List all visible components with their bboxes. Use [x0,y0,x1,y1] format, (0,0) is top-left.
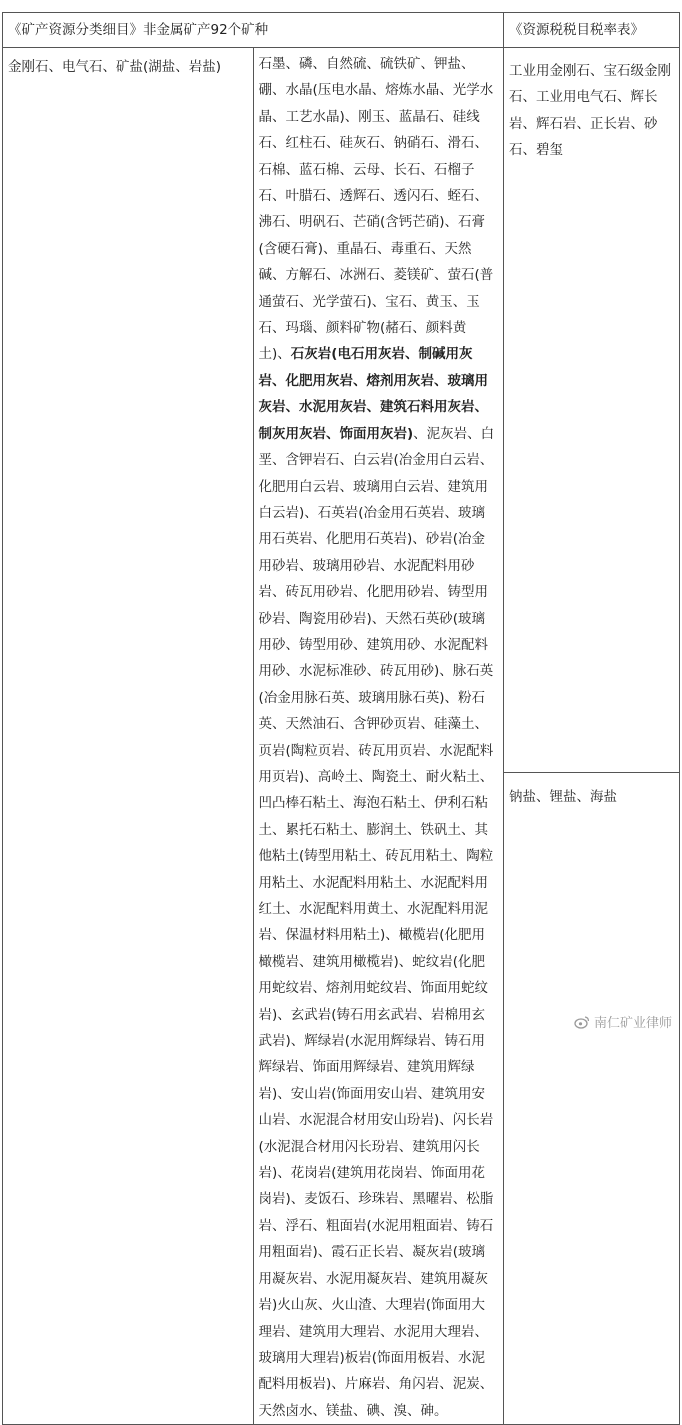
watermark-text: 南仁矿业律师 [593,1016,672,1031]
watermark [574,1012,672,1031]
table-header-row [3,13,680,48]
header-tax-rate-table: 《资源税税目税率表》 [504,13,680,48]
minerals-text-part2: 、泥灰岩、白垩、含钾岩石、白云岩(冶金用白云岩、化肥用白云岩、玻璃用白云岩、建筑用白云岩)、石英岩(冶金用石英岩、玻璃用石英岩、化肥用石英岩)、砂岩(冶金用砂岩、玻璃用砂岩、水泥配料用砂岩、砖瓦用砂岩、化肥用砂岩、铸型用砂岩、陶瓷用砂岩)、天然石英砂(玻璃用砂、铸型用砂、建筑用砂、水泥配料用砂、水泥标准砂、砖瓦用砂)、脉石英(冶金用脉石英、玻璃用脉石英)、粉石英、天然油石、含钾砂页岩、硅藻土、页岩(陶粒页岩、砖瓦用页岩、水泥配料用页岩)、高岭土、陶瓷土、耐火粘土、凹凸棒石粘土、海泡石粘土、伊利石粘土、累托石粘土、膨润土、铁矾土、其他粘土(铸型用粘土、砖瓦用粘土、陶粒用粘土、水泥配料用粘土、水泥配料用红土、水泥配料用黄土、水泥配料用泥岩、保温材料用粘土)、橄榄岩(化肥用橄榄岩、建筑用橄榄岩)、蛇纹岩(化肥用蛇纹岩、熔剂用蛇纹岩、饰面用蛇纹岩)、玄武岩(铸石用玄武岩、岩棉用玄武岩)、辉绿岩(水泥用辉绿岩、铸石用辉绿岩、饰面用辉绿岩、建筑用辉绿岩)、安山岩(饰面用安山岩、建筑用安山岩、水泥混合材用安山玢岩)、闪长岩(水泥混合材用闪长玢岩、建筑用闪长岩)、花岗岩(建筑用花岗岩、饰面用花岗岩)、麦饭石、珍珠岩、黑曜岩、松脂岩、浮石、粗面岩(水泥用粗面岩、铸石用粗面岩)、霞石正长岩、凝灰岩(玻璃用凝灰岩、水泥用凝灰岩、建筑用凝灰岩)火山灰、火山渣、大理岩(饰面用大理岩、建筑用大理岩、水泥用大理岩、玻璃用大理岩)板岩(饰面用板岩、水泥配料用板岩)、片麻岩、角闪岩、泥炭、天然卤水、镁盐、碘、溴、砷。 [258,425,495,1419]
tax-items-cell [504,48,680,1425]
tax-items-top: 工业用金刚石、宝石级金刚石、工业用电气石、辉长岩、辉石岩、正长岩、砂石、碧玺 [509,63,671,159]
tax-items-bottom: 钠盐、锂盐、海盐 [509,789,617,805]
minerals-cell [253,48,504,1425]
minerals-text-part1: 石墨、磷、自然硫、硫铁矿、钾盐、硼、水晶(压电水晶、熔炼水晶、光学水晶、工艺水晶)、刚玉、蓝晶石、硅线石、红柱石、硅灰石、钠硝石、滑石、石棉、蓝石棉、云母、长石、石榴子石、叶腊石、透辉石、透闪石、蛭石、沸石、明矾石、芒硝(含钙芒硝)、石膏(含硬石膏)、重晶石、毒重石、天然碱、方解石、冰洲石、菱镁矿、萤石(普通萤石、光学萤石)、宝石、黄玉、玉石、玛瑙、颜料矿物(赭石、颜料黄土)、 [258,56,494,363]
table-row [3,48,680,1425]
weibo-icon [574,1015,590,1029]
header-mineral-catalog: 《矿产资源分类细目》非金属矿产92个矿种 [3,13,504,48]
mineral-classification-table [2,12,680,1425]
limestone-bold-text: 石灰岩(电石用灰岩、制碱用灰岩、化肥用灰岩、熔剂用灰岩、玻璃用灰岩、水泥用灰岩、建筑石料用灰岩、制灰用灰岩、饰面用灰岩) [258,346,488,442]
category-cell: 金刚石、电气石、矿盐(湖盐、岩盐) [3,48,254,1425]
cell-divider [504,772,679,773]
